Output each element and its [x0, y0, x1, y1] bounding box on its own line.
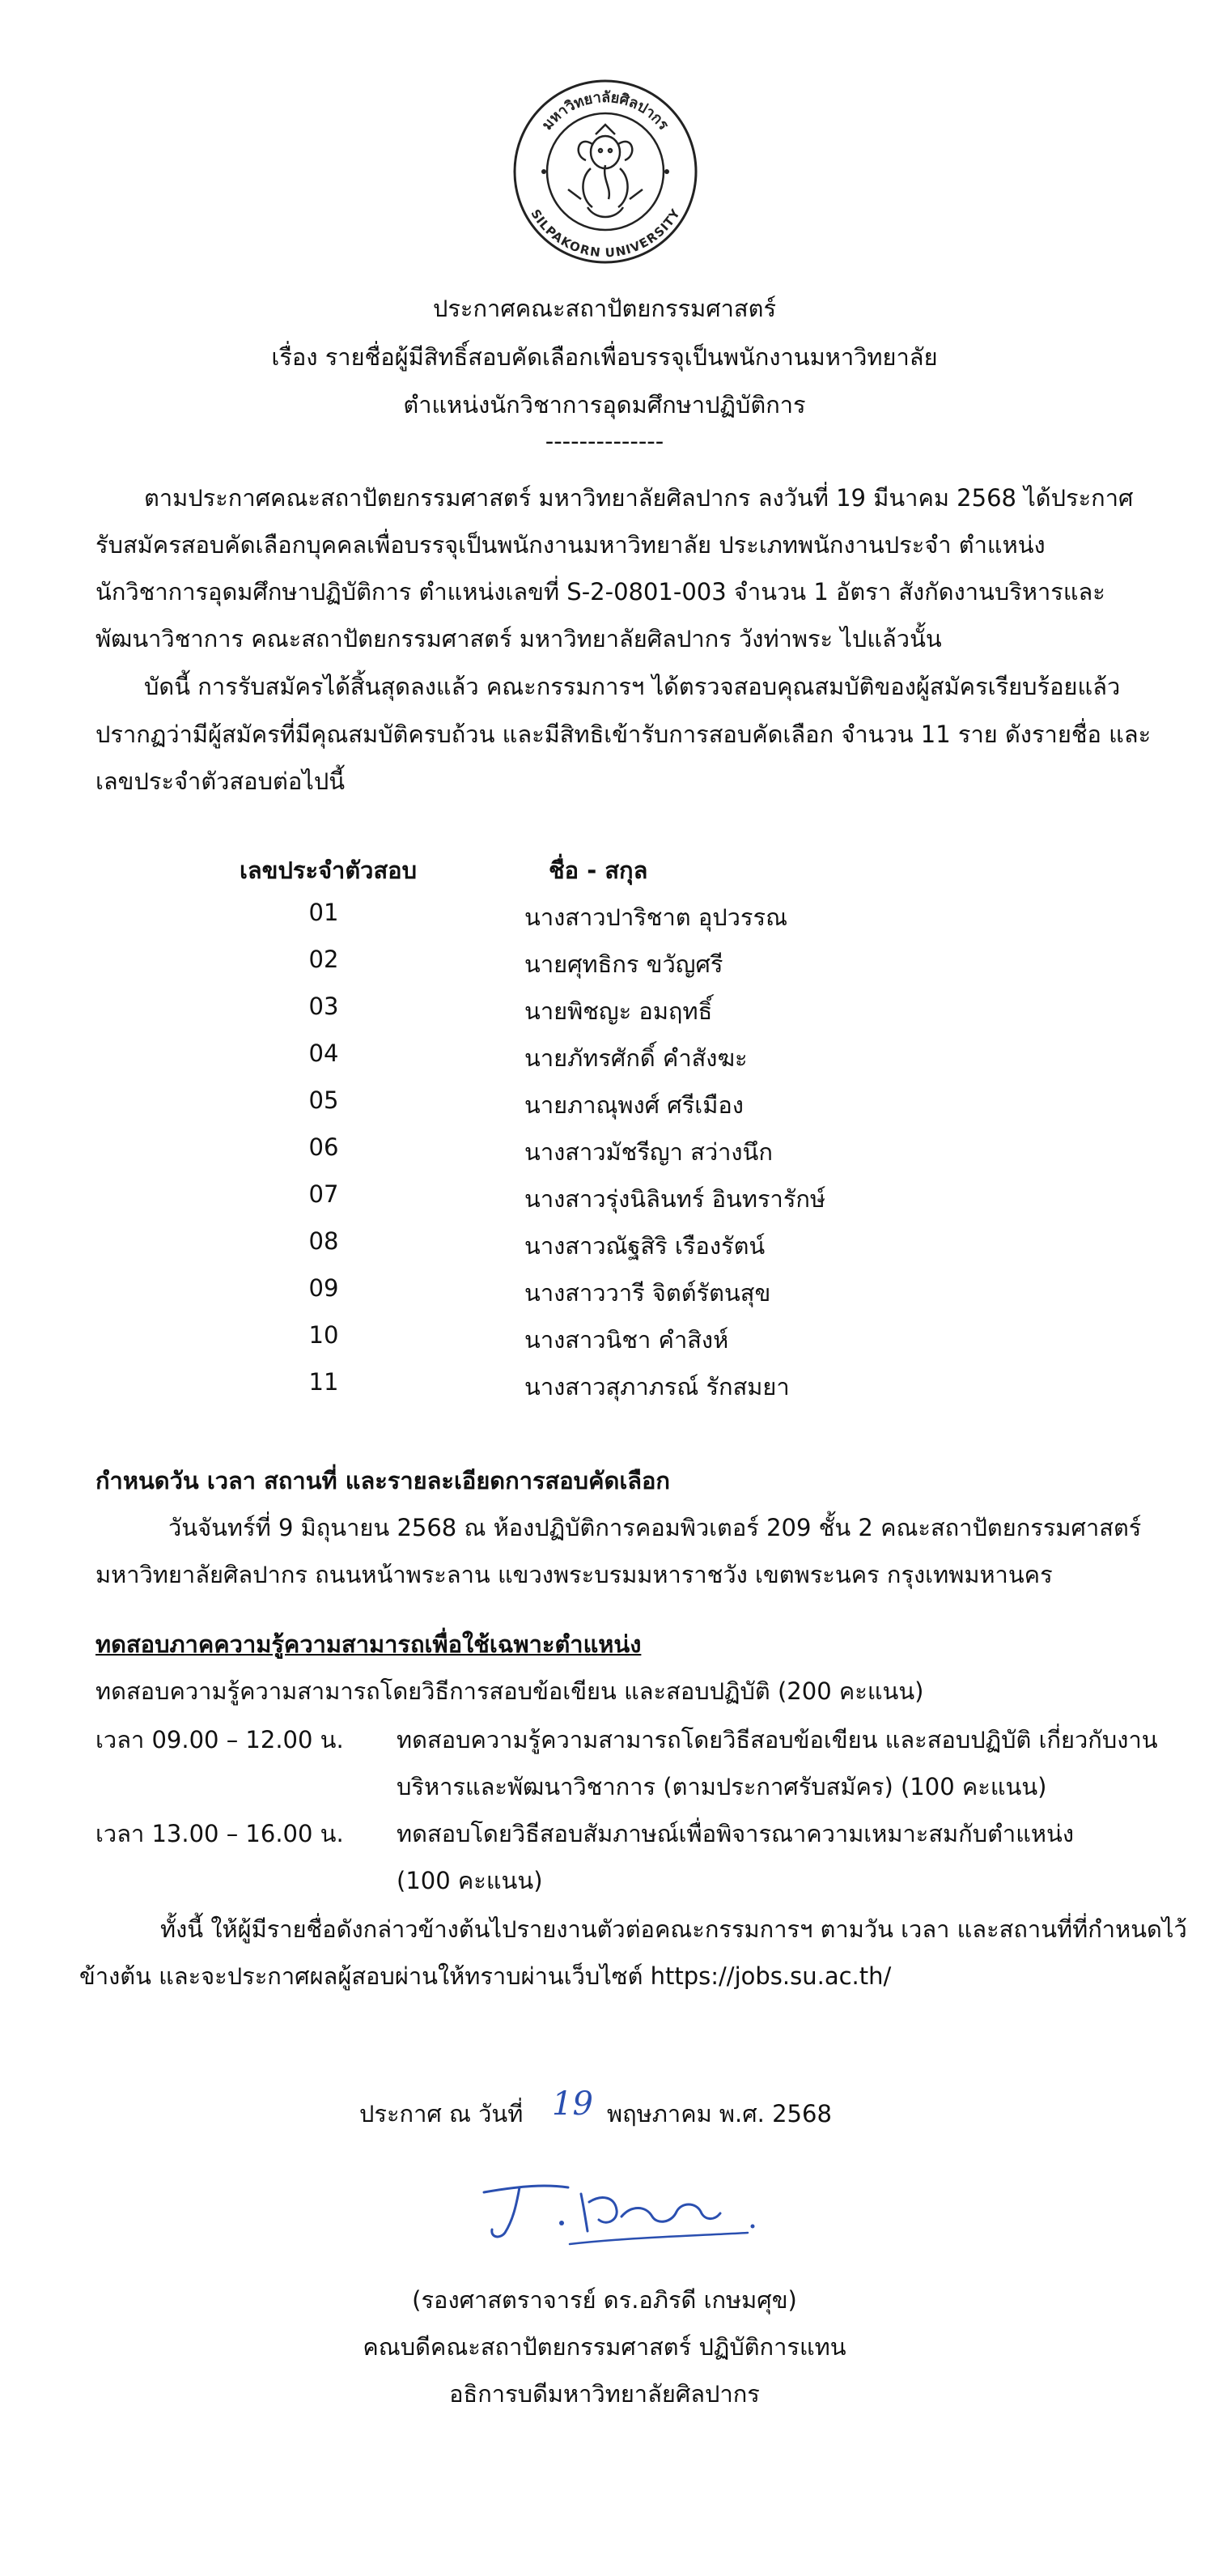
table-row-name: นางสาวรุ่งนิลินทร์ อินทรารักษ์ [524, 1185, 826, 1213]
ganesha-figure [568, 125, 643, 217]
seal-bottom-text: SILPAKORN UNIVERSITY [528, 206, 683, 261]
announcement-subject: เรื่อง รายชื่อผู้มีสิทธิ์สอบคัดเลือกเพื่อบรรจุเป็นพนักงานมหาวิทยาลัย [271, 343, 938, 371]
schedule-line: มหาวิทยาลัยศิลปากร ถนนหน้าพระลาน แขวงพระบรมมหาราชวัง เขตพระนคร กรุงเทพมหานคร [95, 1561, 1053, 1588]
seal-top-text: มหาวิทยาลัยศิลปากร [538, 88, 672, 134]
table-row-id: 05 [308, 1086, 339, 1114]
table-row-name: นางสาวมัชรีญา สว่างนึก [524, 1138, 773, 1166]
header-divider: -------------- [545, 427, 664, 455]
university-seal [511, 78, 699, 266]
svg-text:มหาวิทยาลัยศิลปากร [539, 89, 672, 134]
table-row-name: นางสาววารี จิตต์รัตนสุข [524, 1279, 771, 1307]
table-row-id: 09 [308, 1274, 339, 1302]
body-para1-line: รับสมัครสอบคัดเลือกบุคคลเพื่อบรรจุเป็นพนักงานมหาวิทยาลัย ประเภทพนักงานประจำ ตำแหน่ง [95, 531, 1046, 559]
table-row-id: 02 [308, 946, 339, 973]
closing-line: ทั้งนี้ ให้ผู้มีรายชื่อดังกล่าวข้างต้นไปรายงานตัวต่อคณะกรรมการฯ ตามวัน เวลา และสถานที่ที่กำหนดไว้ [160, 1915, 1187, 1943]
body-para1-line: พัฒนาวิชาการ คณะสถาปัตยกรรมศาสตร์ มหาวิทยาลัยศิลปากร วังท่าพระ ไปแล้วนั้น [95, 625, 942, 653]
table-row-id: 08 [308, 1227, 339, 1255]
announcement-position: ตำแหน่งนักวิชาการอุดมศึกษาปฏิบัติการ [403, 391, 806, 419]
announcement-title: ประกาศคณะสถาปัตยกรรมศาสตร์ [432, 295, 777, 322]
test-intro: ทดสอบความรู้ความสามารถโดยวิธีการสอบข้อเขียน และสอบปฏิบัติ (200 คะแนน) [95, 1677, 924, 1705]
table-row-id: 03 [308, 993, 339, 1020]
session-detail: บริหารและพัฒนาวิชาการ (ตามประกาศรับสมัคร) (100 คะแนน) [397, 1773, 1047, 1800]
table-row-id: 01 [308, 899, 339, 926]
closing-line: ข้างต้น และจะประกาศผลผู้สอบผ่านให้ทราบผ่านเว็บไซต์ https://jobs.su.ac.th/ [79, 1962, 892, 1990]
test-heading: ทดสอบภาคความรู้ความสามารถเพื่อใช้เฉพาะตำแหน่ง [95, 1630, 642, 1658]
table-row-name: นายศุทธิกร ขวัญศรี [524, 950, 723, 978]
table-row-name: นายภัทรศักดิ์ คำสังฆะ [524, 1044, 748, 1072]
body-para2-line: บัดนี้ การรับสมัครได้สิ้นสุดลงแล้ว คณะกรรมการฯ ได้ตรวจสอบคุณสมบัติของผู้สมัครเรียบร้อยแล้ว [144, 673, 1121, 700]
announce-prefix: ประกาศ ณ วันที่ [359, 2100, 524, 2128]
schedule-heading: กำหนดวัน เวลา สถานที่ และรายละเอียดการสอบคัดเลือก [95, 1467, 670, 1494]
signer-title: อธิการบดีมหาวิทยาลัยศิลปากร [449, 2380, 760, 2408]
session-detail: ทดสอบความรู้ความสามารถโดยวิธีสอบข้อเขียน และสอบปฏิบัติ เกี่ยวกับงาน [397, 1726, 1158, 1753]
announce-day: 19 [552, 2085, 593, 2123]
table-row-name: นายพิชญะ อมฤทธิ์ [524, 997, 713, 1025]
table-header-name: ชื่อ - สกุล [549, 857, 648, 884]
body-para2-line: เลขประจำตัวสอบต่อไปนี้ [95, 767, 346, 795]
table-row-id: 06 [308, 1133, 339, 1161]
session-detail: ทดสอบโดยวิธีสอบสัมภาษณ์เพื่อพิจารณาความเหมาะสมกับตำแหน่ง [397, 1820, 1075, 1847]
ganesha-emblem-icon [511, 78, 699, 266]
session-time: เวลา 09.00 – 12.00 น. [95, 1726, 344, 1753]
table-row-id: 04 [308, 1039, 339, 1067]
table-row-id: 10 [308, 1321, 339, 1349]
signature-mark-icon [473, 2170, 764, 2251]
session-detail: (100 คะแนน) [397, 1867, 543, 1894]
table-row-id: 07 [308, 1180, 339, 1208]
signature [473, 2170, 764, 2251]
table-header-id: เลขประจำตัวสอบ [240, 857, 417, 884]
session-time: เวลา 13.00 – 16.00 น. [95, 1820, 344, 1847]
schedule-line: วันจันทร์ที่ 9 มิถุนายน 2568 ณ ห้องปฏิบัติการคอมพิวเตอร์ 209 ชั้น 2 คณะสถาปัตยกรรมศาสตร์ [168, 1514, 1142, 1541]
table-row-name: นางสาวสุภาภรณ์ รักสมยา [524, 1373, 790, 1401]
body-para2-line: ปรากฏว่ามีผู้สมัครที่มีคุณสมบัติครบถ้วน และมีสิทธิเข้ารับการสอบคัดเลือก จำนวน 11 ราย ดังรายชื่อ และ [95, 721, 1152, 748]
table-row-id: 11 [308, 1368, 339, 1396]
announce-suffix: พฤษภาคม พ.ศ. 2568 [607, 2100, 832, 2128]
table-row-name: นางสาวปาริชาต อุปวรรณ [524, 903, 787, 931]
table-row-name: นายภาณุพงศ์ ศรีเมือง [524, 1091, 744, 1119]
table-row-name: นางสาวณัฐสิริ เรืองรัตน์ [524, 1232, 766, 1260]
svg-text:SILPAKORN UNIVERSITY [528, 206, 683, 260]
table-row-name: นางสาวนิชา คำสิงห์ [524, 1326, 729, 1354]
signer-title: คณบดีคณะสถาปัตยกรรมศาสตร์ ปฏิบัติการแทน [363, 2333, 846, 2361]
signer-name: (รองศาสตราจารย์ ดร.อภิรดี เกษมศุข) [412, 2286, 797, 2314]
body-para1-line: นักวิชาการอุดมศึกษาปฏิบัติการ ตำแหน่งเลขที่ S-2-0801-003 จำนวน 1 อัตรา สังกัดงานบริหารและ [95, 578, 1105, 606]
body-para1-line: ตามประกาศคณะสถาปัตยกรรมศาสตร์ มหาวิทยาลัยศิลปากร ลงวันที่ 19 มีนาคม 2568 ได้ประกาศ [144, 484, 1134, 512]
